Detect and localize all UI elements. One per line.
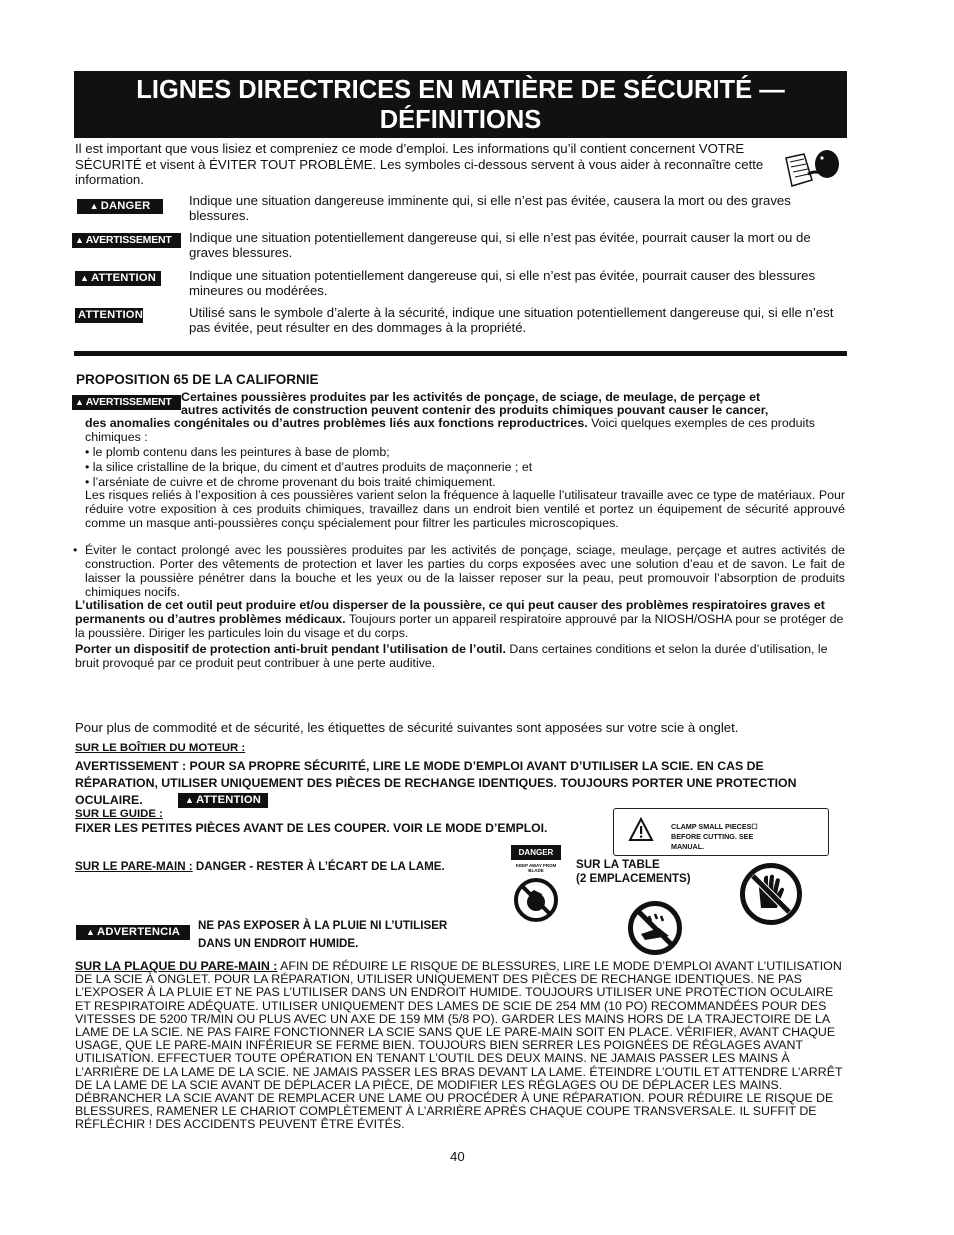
danger-sticker-header: DANGER xyxy=(511,845,561,860)
section-divider xyxy=(74,351,847,356)
avertissement-badge: ▲ AVERTISSEMENT xyxy=(72,233,181,248)
prop65-heading: PROPOSITION 65 DE LA CALIFORNIE xyxy=(76,372,319,387)
motor-heading: SUR LE BOÎTIER DU MOTEUR : xyxy=(75,742,246,754)
list-item: • la silice cristalline de la brique, du ciment et d’autres produits de maçonnerie ; et xyxy=(85,460,533,474)
definition-attention: Indique une situation potentiellement dangereuse qui, si elle n’est pas évitée, pourrait causer des blessures mineures ou modérées. xyxy=(189,268,816,298)
definition-danger: Indique une situation dangereuse imminente qui, si elle n’est pas évitée, causera la mort ou des graves blessures. xyxy=(189,193,791,223)
clamp-label-sticker xyxy=(613,808,829,856)
plate-label-text: SUR LA PLAQUE DU PARE-MAIN : AFIN DE RÉDUIRE LE RISQUE DE BLESSURES, LIRE LE MODE D’EMPLOI AVANT L’UTILISATION DE LA SCIE À ONGLET. POUR LA RÉPARATION, UTILISER UNIQUEMENT DES PIÈCES DE RECHANGE IDENTIQUES. NE PAS L’EXPOSER À LA PLUIE ET NE PAS L’UTILISER DANS UN ENDROIT HUMIDE. TOUJOURS UTILISER UNE PROTECTION OCULAIRE ET RESPIRATOIRE ADÉQUATE. UTILISER UNIQUEMENT DES LAMES DE SCIE DE 254 MM (10 PO) RECOMMANDÉES POUR DES VITESSES DE 5200 TR/MIN OU PLUS AVEC UN AXE DE 159 MM (5/8 PO). GARDER LES MAINS HORS DE LA TRAJECTOIRE DE LA LAME DE LA SCIE. NE PAS FAIRE FONCTIONNER LA SCIE SANS QUE LE PARE-MAIN SOIT EN PLACE. VÉRIFIER, AVANT CHAQUE USAGE, QUE LE PARE-MAIN INFÉRIEUR SE FERME BIEN. TOUJOURS BIEN SERRER LES POIGNÉES DE RÉGLAGES AVANT UTILISATION. EFFECTUER TOUTE OPÉRATION EN TENANT L’OUTIL DES DEUX MAINS. NE JAMAIS PASSER LES MAINS À L’ARRIÈRE DE LA LAME DE LA SCIE. NE JAMAIS PASSER LES BRAS DEVANT LA LAME. ÉTEINDRE L’OUTIL ET ATTENDRE L’ARRÊT DE LA LAME DE LA SCIE AVANT DE DÉPLACER LA PIÈCE, DE MODIFIER LES RÉGLAGES OU DE DÉPLACER LES MAINS. DÉBRANCHER LA SCIE AVANT DE REMPLACER UNE LAME OU PROCÉDER À UNE RÉPARATION. POUR RÉDUIRE LE RISQUE DE BLESSURES, RAMENER LE CHARIOT COMPLÈTEMENT À L’ARRIÈRE APRÈS CHAQUE COUPE TRANSVERSALE. IL SUFFIT DE RÉFLÉCHIR ! DES ACCIDENTS PEUVENT ÊTRE ÉVITÉS. xyxy=(75,959,843,1132)
prop65-avoid-text: Éviter le contact prolongé avec les poussières produites par les activités de ponçage, sciage, meulage, perçage et autres activités de construction. Porter des vêtements de protection et laver les parties du corps exposées avec une solution d’eau et de savon. Le fait de laisser la poussière pénétrer dans la bouche et les yeux ou de la laisser reposer sur la peau, peut promouvoir l’absorption de produits chimiques nocifs. xyxy=(85,543,845,599)
labels-intro: Pour plus de commodité et de sécurité, les étiquettes de sécurité suivantes sont apposées sur votre scie à onglet. xyxy=(75,720,739,735)
warning-triangle-icon: ▲ xyxy=(89,201,99,211)
definition-avertissement: Indique une situation potentiellement dangereuse qui, si elle n’est pas évitée, pourrait causer la mort ou de graves blessures. xyxy=(189,230,811,260)
prop65-lead-2: autres activités de construction peuvent contenir des produits chimiques pouvant causer le cancer, xyxy=(181,403,769,417)
no-rain-icon xyxy=(628,901,682,955)
prop65-lead-3: des anomalies congénitales ou d’autres problèmes liés aux fonctions reproductrices. Voici quelques exemples de ces produits chimiques : xyxy=(85,416,815,444)
danger-badge: ▲ DANGER xyxy=(77,199,163,214)
attention-plain-badge: ATTENTION xyxy=(75,308,143,323)
rain-warning-text: NE PAS EXPOSER À LA PLUIE NI L’UTILISER DANS UN ENDROIT HUMIDE. xyxy=(198,919,448,950)
prop65-lead: Certaines poussières produites par les activités de ponçage, de sciage, de meulage, de perçage et xyxy=(181,390,761,404)
prop65-bullet-dot: • xyxy=(73,543,78,557)
keep-away-text: KEEP AWAY FROM BLADE xyxy=(515,863,557,873)
manual-reader-icon xyxy=(782,144,842,192)
guard-line: SUR LE PARE-MAIN : DANGER - RESTER À L’ÉCART DE LA LAME. xyxy=(75,860,445,873)
intro-paragraph: Il est important que vous lisiez et compreniez ce mode d’emploi. Les informations qu’il contient concernent VOTRE SÉCURITÉ et visent à ÉVITER TOUT PROBLÈME. Les symboles ci-dessous servent à vous aider à reconnaître cette information. xyxy=(75,141,764,187)
guide-text: FIXER LES PETITES PIÈCES AVANT DE LES COUPER. VOIR LE MODE D’EMPLOI. xyxy=(75,821,548,835)
keep-hands-away-icon xyxy=(514,878,558,922)
prop65-risk-text: Les risques reliés à l’exposition à ces poussières varient selon la fréquence à laquelle l’utilisateur travaille avec ce type de matériaux. Pour réduire votre exposition à ces produits chimiques, travaillez dans un endroit bien ventilé et portez un équipement de sécurité approuvé comme un masque anti-poussières conçu spécialement pour filtrer les particules microscopiques. xyxy=(85,488,845,530)
table-heading: SUR LA TABLE (2 EMPLACEMENTS) xyxy=(576,858,691,885)
prop65-warning-badge: ▲ AVERTISSEMENT xyxy=(72,395,181,410)
prop65-bullets xyxy=(85,445,845,489)
warning-triangle-icon: ▲ xyxy=(184,795,195,805)
page-title-line2: DÉFINITIONS xyxy=(379,105,542,134)
attention-sticker-badge: ▲ ATTENTION xyxy=(178,793,268,808)
definition-attention-plain: Utilisé sans le symbole d’alerte à la sécurité, indique une situation potentiellement dangereuse qui, si elle n’est pas évitée, peut résulter en des dommages à la propriété. xyxy=(189,305,834,335)
warning-triangle-icon: ▲ xyxy=(75,235,84,245)
page-number: 40 xyxy=(450,1149,465,1164)
advertencia-badge: ▲ ADVERTENCIA xyxy=(76,925,190,940)
warning-triangle-icon: ▲ xyxy=(85,927,96,937)
warning-triangle-icon xyxy=(628,817,654,843)
dust-warning: L’utilisation de cet outil peut produire et/ou disperser de la poussière, ce qui peut causer des problèmes respiratoires graves et permanents ou d’autres problèmes médicaux. Toujours porter un appareil respiratoire approuvé par la NIOSH/OSHA pour se protéger de la poussière. Diriger les particules loin du visage et du corps. xyxy=(75,598,844,640)
attention-badge: ▲ ATTENTION xyxy=(75,271,161,286)
page-title xyxy=(74,71,847,138)
warning-triangle-icon: ▲ xyxy=(79,273,90,283)
no-gloves-icon xyxy=(740,863,802,925)
motor-label-text: AVERTISSEMENT : POUR SA PROPRE SÉCURITÉ, LIRE LE MODE D’EMPLOI AVANT D’UTILISER LA SCIE. EN CAS DE RÉPARATION, UTILISER UNIQUEMENT DES PIÈCES DE RECHANGE IDENTIQUES. TOUJOURS PORTER UNE PROTECTION OCULAIRE. xyxy=(75,759,797,807)
warning-triangle-icon: ▲ xyxy=(75,397,84,407)
page-title-line1: LIGNES DIRECTRICES EN MATIÈRE DE SÉCURITÉ — xyxy=(136,75,785,104)
keep-away-sticker xyxy=(511,845,561,925)
list-item: • l’arséniate de cuivre et de chrome provenant du bois traité chimiquement. xyxy=(85,475,496,489)
clamp-label-text: CLAMP SMALL PIECES☐ BEFORE CUTTING. SEE MANUAL. xyxy=(671,822,758,851)
noise-warning: Porter un dispositif de protection anti-bruit pendant l’utilisation de l’outil. Dans certaines conditions et selon la durée d’utilisation, le bruit provoqué par ce produit peut contribuer à une perte auditive. xyxy=(75,642,828,670)
list-item: • le plomb contenu dans les peintures à base de plomb; xyxy=(85,445,390,459)
guide-heading: SUR LE GUIDE : xyxy=(75,808,163,820)
